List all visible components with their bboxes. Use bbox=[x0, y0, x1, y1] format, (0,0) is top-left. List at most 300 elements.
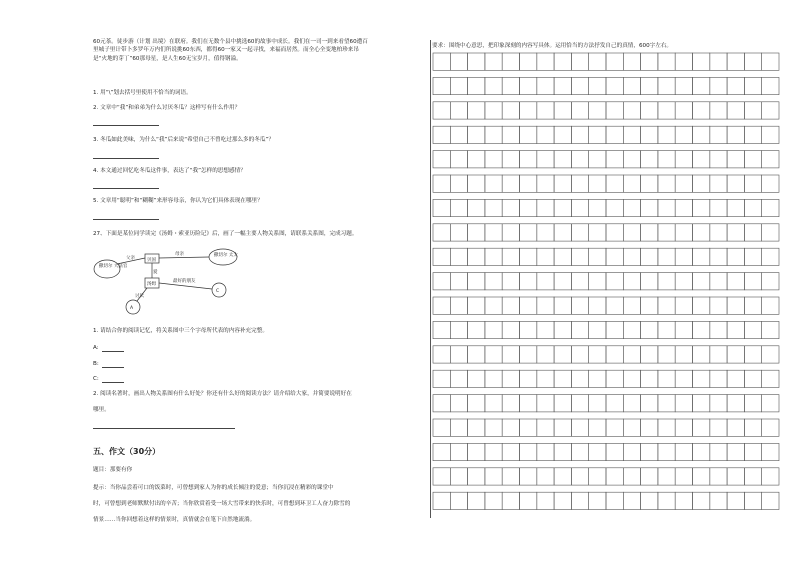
grid-cell[interactable] bbox=[623, 199, 640, 216]
grid-cell[interactable] bbox=[571, 370, 588, 387]
grid-cell[interactable] bbox=[433, 273, 450, 290]
grid-cell[interactable] bbox=[520, 443, 537, 460]
grid-cell[interactable] bbox=[520, 53, 537, 70]
grid-cell[interactable] bbox=[623, 175, 640, 192]
grid-cell[interactable] bbox=[450, 126, 467, 143]
grid-cell[interactable] bbox=[502, 53, 519, 70]
grid-cell[interactable] bbox=[450, 419, 467, 436]
grid-cell[interactable] bbox=[727, 224, 744, 241]
grid-cell[interactable] bbox=[744, 248, 761, 265]
grid-cell[interactable] bbox=[762, 199, 779, 216]
grid-cell[interactable] bbox=[641, 346, 658, 363]
grid-cell[interactable] bbox=[675, 273, 692, 290]
grid-cell[interactable] bbox=[554, 468, 571, 485]
grid-cell[interactable] bbox=[589, 492, 606, 509]
grid-cell[interactable] bbox=[623, 346, 640, 363]
grid-cell[interactable] bbox=[675, 126, 692, 143]
grid-cell[interactable] bbox=[433, 370, 450, 387]
grid-cell[interactable] bbox=[571, 199, 588, 216]
grid-cell[interactable] bbox=[537, 443, 554, 460]
grid-cell[interactable] bbox=[693, 126, 710, 143]
grid-cell[interactable] bbox=[450, 77, 467, 94]
grid-cell[interactable] bbox=[520, 419, 537, 436]
grid-cell[interactable] bbox=[589, 370, 606, 387]
grid-cell[interactable] bbox=[606, 248, 623, 265]
grid-cell[interactable] bbox=[520, 395, 537, 412]
grid-cell[interactable] bbox=[762, 53, 779, 70]
grid-cell[interactable] bbox=[537, 297, 554, 314]
grid-cell[interactable] bbox=[710, 492, 727, 509]
grid-cell[interactable] bbox=[502, 151, 519, 168]
grid-cell[interactable] bbox=[623, 443, 640, 460]
grid-cell[interactable] bbox=[520, 370, 537, 387]
grid-cell[interactable] bbox=[641, 175, 658, 192]
grid-cell[interactable] bbox=[641, 321, 658, 338]
grid-cell[interactable] bbox=[606, 297, 623, 314]
grid-cell[interactable] bbox=[710, 224, 727, 241]
grid-cell[interactable] bbox=[520, 248, 537, 265]
grid-cell[interactable] bbox=[485, 297, 502, 314]
grid-cell[interactable] bbox=[641, 297, 658, 314]
grid-cell[interactable] bbox=[502, 370, 519, 387]
grid-cell[interactable] bbox=[693, 151, 710, 168]
grid-cell[interactable] bbox=[762, 224, 779, 241]
grid-cell[interactable] bbox=[433, 297, 450, 314]
grid-cell[interactable] bbox=[744, 199, 761, 216]
grid-cell[interactable] bbox=[571, 248, 588, 265]
grid-cell[interactable] bbox=[641, 468, 658, 485]
grid-cell[interactable] bbox=[675, 395, 692, 412]
grid-cell[interactable] bbox=[727, 370, 744, 387]
grid-cell[interactable] bbox=[554, 248, 571, 265]
grid-cell[interactable] bbox=[727, 273, 744, 290]
grid-cell[interactable] bbox=[571, 224, 588, 241]
grid-cell[interactable] bbox=[675, 443, 692, 460]
grid-cell[interactable] bbox=[450, 53, 467, 70]
grid-cell[interactable] bbox=[468, 126, 485, 143]
grid-cell[interactable] bbox=[537, 468, 554, 485]
grid-cell[interactable] bbox=[433, 468, 450, 485]
grid-cell[interactable] bbox=[485, 395, 502, 412]
grid-cell[interactable] bbox=[641, 395, 658, 412]
grid-cell[interactable] bbox=[710, 395, 727, 412]
grid-cell[interactable] bbox=[710, 77, 727, 94]
grid-cell[interactable] bbox=[693, 443, 710, 460]
grid-cell[interactable] bbox=[727, 419, 744, 436]
grid-cell[interactable] bbox=[658, 77, 675, 94]
grid-cell[interactable] bbox=[744, 273, 761, 290]
grid-cell[interactable] bbox=[450, 297, 467, 314]
grid-cell[interactable] bbox=[727, 346, 744, 363]
grid-cell[interactable] bbox=[485, 321, 502, 338]
essay-grid-svg[interactable] bbox=[430, 52, 794, 518]
grid-cell[interactable] bbox=[675, 492, 692, 509]
grid-cell[interactable] bbox=[485, 151, 502, 168]
grid-cell[interactable] bbox=[433, 346, 450, 363]
grid-cell[interactable] bbox=[658, 102, 675, 119]
grid-cell[interactable] bbox=[675, 102, 692, 119]
grid-cell[interactable] bbox=[641, 199, 658, 216]
grid-cell[interactable] bbox=[744, 224, 761, 241]
grid-cell[interactable] bbox=[762, 492, 779, 509]
grid-cell[interactable] bbox=[571, 102, 588, 119]
grid-cell[interactable] bbox=[710, 53, 727, 70]
grid-cell[interactable] bbox=[727, 321, 744, 338]
grid-cell[interactable] bbox=[693, 248, 710, 265]
grid-cell[interactable] bbox=[693, 175, 710, 192]
grid-cell[interactable] bbox=[675, 175, 692, 192]
grid-cell[interactable] bbox=[727, 102, 744, 119]
grid-cell[interactable] bbox=[433, 492, 450, 509]
grid-cell[interactable] bbox=[762, 419, 779, 436]
answer-a-blank[interactable] bbox=[102, 345, 124, 352]
answer-line-27-2[interactable] bbox=[93, 428, 235, 429]
grid-cell[interactable] bbox=[744, 151, 761, 168]
grid-cell[interactable] bbox=[571, 126, 588, 143]
grid-cell[interactable] bbox=[589, 77, 606, 94]
grid-cell[interactable] bbox=[606, 126, 623, 143]
answer-c-blank[interactable] bbox=[102, 376, 124, 383]
grid-cell[interactable] bbox=[589, 321, 606, 338]
grid-cell[interactable] bbox=[520, 175, 537, 192]
grid-cell[interactable] bbox=[485, 53, 502, 70]
grid-cell[interactable] bbox=[433, 151, 450, 168]
grid-cell[interactable] bbox=[744, 126, 761, 143]
grid-cell[interactable] bbox=[433, 224, 450, 241]
grid-cell[interactable] bbox=[450, 321, 467, 338]
grid-cell[interactable] bbox=[468, 443, 485, 460]
grid-cell[interactable] bbox=[502, 395, 519, 412]
grid-cell[interactable] bbox=[589, 199, 606, 216]
grid-cell[interactable] bbox=[433, 395, 450, 412]
grid-cell[interactable] bbox=[554, 224, 571, 241]
grid-cell[interactable] bbox=[502, 419, 519, 436]
grid-cell[interactable] bbox=[606, 346, 623, 363]
grid-cell[interactable] bbox=[537, 102, 554, 119]
grid-cell[interactable] bbox=[520, 297, 537, 314]
grid-cell[interactable] bbox=[744, 321, 761, 338]
essay-grid[interactable] bbox=[430, 52, 794, 518]
grid-cell[interactable] bbox=[554, 151, 571, 168]
grid-cell[interactable] bbox=[502, 321, 519, 338]
grid-cell[interactable] bbox=[450, 370, 467, 387]
grid-cell[interactable] bbox=[468, 395, 485, 412]
grid-cell[interactable] bbox=[450, 395, 467, 412]
grid-cell[interactable] bbox=[502, 492, 519, 509]
grid-cell[interactable] bbox=[762, 175, 779, 192]
grid-cell[interactable] bbox=[744, 102, 761, 119]
grid-cell[interactable] bbox=[468, 492, 485, 509]
grid-cell[interactable] bbox=[710, 443, 727, 460]
grid-cell[interactable] bbox=[502, 175, 519, 192]
grid-cell[interactable] bbox=[537, 126, 554, 143]
grid-cell[interactable] bbox=[520, 273, 537, 290]
grid-cell[interactable] bbox=[606, 102, 623, 119]
grid-cell[interactable] bbox=[727, 175, 744, 192]
grid-cell[interactable] bbox=[468, 321, 485, 338]
grid-cell[interactable] bbox=[658, 199, 675, 216]
grid-cell[interactable] bbox=[468, 175, 485, 192]
grid-cell[interactable] bbox=[450, 151, 467, 168]
grid-cell[interactable] bbox=[450, 224, 467, 241]
grid-cell[interactable] bbox=[433, 443, 450, 460]
grid-cell[interactable] bbox=[450, 346, 467, 363]
grid-cell[interactable] bbox=[658, 224, 675, 241]
grid-cell[interactable] bbox=[520, 77, 537, 94]
grid-cell[interactable] bbox=[693, 346, 710, 363]
grid-cell[interactable] bbox=[762, 395, 779, 412]
grid-cell[interactable] bbox=[433, 248, 450, 265]
grid-cell[interactable] bbox=[468, 224, 485, 241]
grid-cell[interactable] bbox=[727, 151, 744, 168]
grid-cell[interactable] bbox=[450, 468, 467, 485]
grid-cell[interactable] bbox=[485, 102, 502, 119]
grid-cell[interactable] bbox=[762, 346, 779, 363]
grid-cell[interactable] bbox=[571, 443, 588, 460]
grid-cell[interactable] bbox=[502, 102, 519, 119]
grid-cell[interactable] bbox=[762, 151, 779, 168]
grid-cell[interactable] bbox=[641, 224, 658, 241]
grid-cell[interactable] bbox=[485, 77, 502, 94]
grid-cell[interactable] bbox=[571, 297, 588, 314]
grid-cell[interactable] bbox=[675, 321, 692, 338]
grid-cell[interactable] bbox=[571, 151, 588, 168]
grid-cell[interactable] bbox=[693, 199, 710, 216]
grid-cell[interactable] bbox=[485, 419, 502, 436]
grid-cell[interactable] bbox=[641, 151, 658, 168]
grid-cell[interactable] bbox=[571, 346, 588, 363]
grid-cell[interactable] bbox=[606, 443, 623, 460]
grid-cell[interactable] bbox=[433, 102, 450, 119]
grid-cell[interactable] bbox=[589, 468, 606, 485]
grid-cell[interactable] bbox=[571, 273, 588, 290]
grid-cell[interactable] bbox=[641, 126, 658, 143]
grid-cell[interactable] bbox=[658, 53, 675, 70]
grid-cell[interactable] bbox=[589, 224, 606, 241]
grid-cell[interactable] bbox=[710, 297, 727, 314]
grid-cell[interactable] bbox=[537, 492, 554, 509]
grid-cell[interactable] bbox=[658, 346, 675, 363]
grid-cell[interactable] bbox=[571, 321, 588, 338]
grid-cell[interactable] bbox=[554, 321, 571, 338]
grid-cell[interactable] bbox=[710, 370, 727, 387]
grid-cell[interactable] bbox=[693, 53, 710, 70]
grid-cell[interactable] bbox=[537, 77, 554, 94]
grid-cell[interactable] bbox=[762, 370, 779, 387]
grid-cell[interactable] bbox=[450, 273, 467, 290]
grid-cell[interactable] bbox=[589, 248, 606, 265]
answer-line-2[interactable] bbox=[93, 125, 159, 126]
grid-cell[interactable] bbox=[589, 395, 606, 412]
grid-cell[interactable] bbox=[675, 77, 692, 94]
grid-cell[interactable] bbox=[502, 126, 519, 143]
grid-cell[interactable] bbox=[502, 346, 519, 363]
grid-cell[interactable] bbox=[468, 53, 485, 70]
grid-cell[interactable] bbox=[537, 273, 554, 290]
grid-cell[interactable] bbox=[502, 273, 519, 290]
grid-cell[interactable] bbox=[744, 395, 761, 412]
grid-cell[interactable] bbox=[450, 443, 467, 460]
grid-cell[interactable] bbox=[641, 77, 658, 94]
grid-cell[interactable] bbox=[744, 492, 761, 509]
grid-cell[interactable] bbox=[450, 199, 467, 216]
grid-cell[interactable] bbox=[485, 175, 502, 192]
grid-cell[interactable] bbox=[433, 175, 450, 192]
grid-cell[interactable] bbox=[589, 53, 606, 70]
grid-cell[interactable] bbox=[520, 102, 537, 119]
grid-cell[interactable] bbox=[623, 273, 640, 290]
grid-cell[interactable] bbox=[693, 297, 710, 314]
grid-cell[interactable] bbox=[762, 297, 779, 314]
grid-cell[interactable] bbox=[468, 419, 485, 436]
grid-cell[interactable] bbox=[433, 77, 450, 94]
grid-cell[interactable] bbox=[450, 175, 467, 192]
grid-cell[interactable] bbox=[606, 224, 623, 241]
grid-cell[interactable] bbox=[606, 492, 623, 509]
answer-line-5[interactable] bbox=[93, 219, 159, 220]
grid-cell[interactable] bbox=[675, 370, 692, 387]
grid-cell[interactable] bbox=[589, 151, 606, 168]
grid-cell[interactable] bbox=[623, 419, 640, 436]
answer-line-3[interactable] bbox=[93, 158, 159, 159]
grid-cell[interactable] bbox=[554, 102, 571, 119]
grid-cell[interactable] bbox=[727, 126, 744, 143]
grid-cell[interactable] bbox=[727, 492, 744, 509]
grid-cell[interactable] bbox=[468, 102, 485, 119]
grid-cell[interactable] bbox=[623, 297, 640, 314]
grid-cell[interactable] bbox=[658, 175, 675, 192]
grid-cell[interactable] bbox=[433, 199, 450, 216]
grid-cell[interactable] bbox=[606, 273, 623, 290]
grid-cell[interactable] bbox=[658, 370, 675, 387]
grid-cell[interactable] bbox=[623, 395, 640, 412]
grid-cell[interactable] bbox=[693, 492, 710, 509]
grid-cell[interactable] bbox=[675, 248, 692, 265]
grid-cell[interactable] bbox=[502, 443, 519, 460]
grid-cell[interactable] bbox=[554, 492, 571, 509]
grid-cell[interactable] bbox=[693, 370, 710, 387]
grid-cell[interactable] bbox=[710, 151, 727, 168]
grid-cell[interactable] bbox=[485, 443, 502, 460]
grid-cell[interactable] bbox=[520, 151, 537, 168]
grid-cell[interactable] bbox=[468, 77, 485, 94]
grid-cell[interactable] bbox=[710, 468, 727, 485]
grid-cell[interactable] bbox=[485, 224, 502, 241]
answer-b-blank[interactable] bbox=[102, 361, 124, 368]
grid-cell[interactable] bbox=[433, 419, 450, 436]
grid-cell[interactable] bbox=[502, 199, 519, 216]
grid-cell[interactable] bbox=[571, 468, 588, 485]
grid-cell[interactable] bbox=[468, 468, 485, 485]
grid-cell[interactable] bbox=[468, 199, 485, 216]
grid-cell[interactable] bbox=[468, 248, 485, 265]
grid-cell[interactable] bbox=[658, 126, 675, 143]
grid-cell[interactable] bbox=[693, 395, 710, 412]
grid-cell[interactable] bbox=[537, 419, 554, 436]
grid-cell[interactable] bbox=[554, 175, 571, 192]
grid-cell[interactable] bbox=[658, 468, 675, 485]
grid-cell[interactable] bbox=[537, 224, 554, 241]
grid-cell[interactable] bbox=[571, 175, 588, 192]
grid-cell[interactable] bbox=[762, 248, 779, 265]
grid-cell[interactable] bbox=[468, 370, 485, 387]
grid-cell[interactable] bbox=[623, 492, 640, 509]
grid-cell[interactable] bbox=[433, 53, 450, 70]
grid-cell[interactable] bbox=[710, 419, 727, 436]
grid-cell[interactable] bbox=[571, 419, 588, 436]
grid-cell[interactable] bbox=[693, 77, 710, 94]
grid-cell[interactable] bbox=[537, 346, 554, 363]
grid-cell[interactable] bbox=[433, 126, 450, 143]
grid-cell[interactable] bbox=[554, 419, 571, 436]
grid-cell[interactable] bbox=[571, 53, 588, 70]
grid-cell[interactable] bbox=[537, 175, 554, 192]
grid-cell[interactable] bbox=[589, 419, 606, 436]
grid-cell[interactable] bbox=[606, 468, 623, 485]
grid-cell[interactable] bbox=[710, 126, 727, 143]
grid-cell[interactable] bbox=[727, 395, 744, 412]
grid-cell[interactable] bbox=[641, 53, 658, 70]
grid-cell[interactable] bbox=[658, 151, 675, 168]
grid-cell[interactable] bbox=[744, 370, 761, 387]
grid-cell[interactable] bbox=[710, 321, 727, 338]
grid-cell[interactable] bbox=[502, 224, 519, 241]
grid-cell[interactable] bbox=[554, 346, 571, 363]
grid-cell[interactable] bbox=[762, 443, 779, 460]
grid-cell[interactable] bbox=[727, 248, 744, 265]
grid-cell[interactable] bbox=[589, 346, 606, 363]
grid-cell[interactable] bbox=[520, 224, 537, 241]
grid-cell[interactable] bbox=[675, 297, 692, 314]
grid-cell[interactable] bbox=[589, 102, 606, 119]
grid-cell[interactable] bbox=[675, 468, 692, 485]
grid-cell[interactable] bbox=[641, 370, 658, 387]
grid-cell[interactable] bbox=[520, 199, 537, 216]
grid-cell[interactable] bbox=[502, 77, 519, 94]
grid-cell[interactable] bbox=[727, 77, 744, 94]
grid-cell[interactable] bbox=[710, 175, 727, 192]
grid-cell[interactable] bbox=[606, 175, 623, 192]
grid-cell[interactable] bbox=[641, 102, 658, 119]
grid-cell[interactable] bbox=[623, 53, 640, 70]
answer-line-4[interactable] bbox=[93, 188, 159, 189]
grid-cell[interactable] bbox=[589, 126, 606, 143]
grid-cell[interactable] bbox=[450, 248, 467, 265]
grid-cell[interactable] bbox=[675, 419, 692, 436]
grid-cell[interactable] bbox=[675, 199, 692, 216]
grid-cell[interactable] bbox=[623, 321, 640, 338]
grid-cell[interactable] bbox=[762, 102, 779, 119]
grid-cell[interactable] bbox=[502, 468, 519, 485]
grid-cell[interactable] bbox=[606, 53, 623, 70]
grid-cell[interactable] bbox=[744, 468, 761, 485]
grid-cell[interactable] bbox=[554, 126, 571, 143]
grid-cell[interactable] bbox=[502, 297, 519, 314]
grid-cell[interactable] bbox=[589, 443, 606, 460]
grid-cell[interactable] bbox=[762, 468, 779, 485]
grid-cell[interactable] bbox=[485, 248, 502, 265]
grid-cell[interactable] bbox=[606, 395, 623, 412]
grid-cell[interactable] bbox=[744, 419, 761, 436]
grid-cell[interactable] bbox=[502, 248, 519, 265]
grid-cell[interactable] bbox=[537, 370, 554, 387]
grid-cell[interactable] bbox=[623, 77, 640, 94]
grid-cell[interactable] bbox=[485, 126, 502, 143]
grid-cell[interactable] bbox=[554, 77, 571, 94]
grid-cell[interactable] bbox=[744, 443, 761, 460]
grid-cell[interactable] bbox=[623, 151, 640, 168]
grid-cell[interactable] bbox=[554, 395, 571, 412]
